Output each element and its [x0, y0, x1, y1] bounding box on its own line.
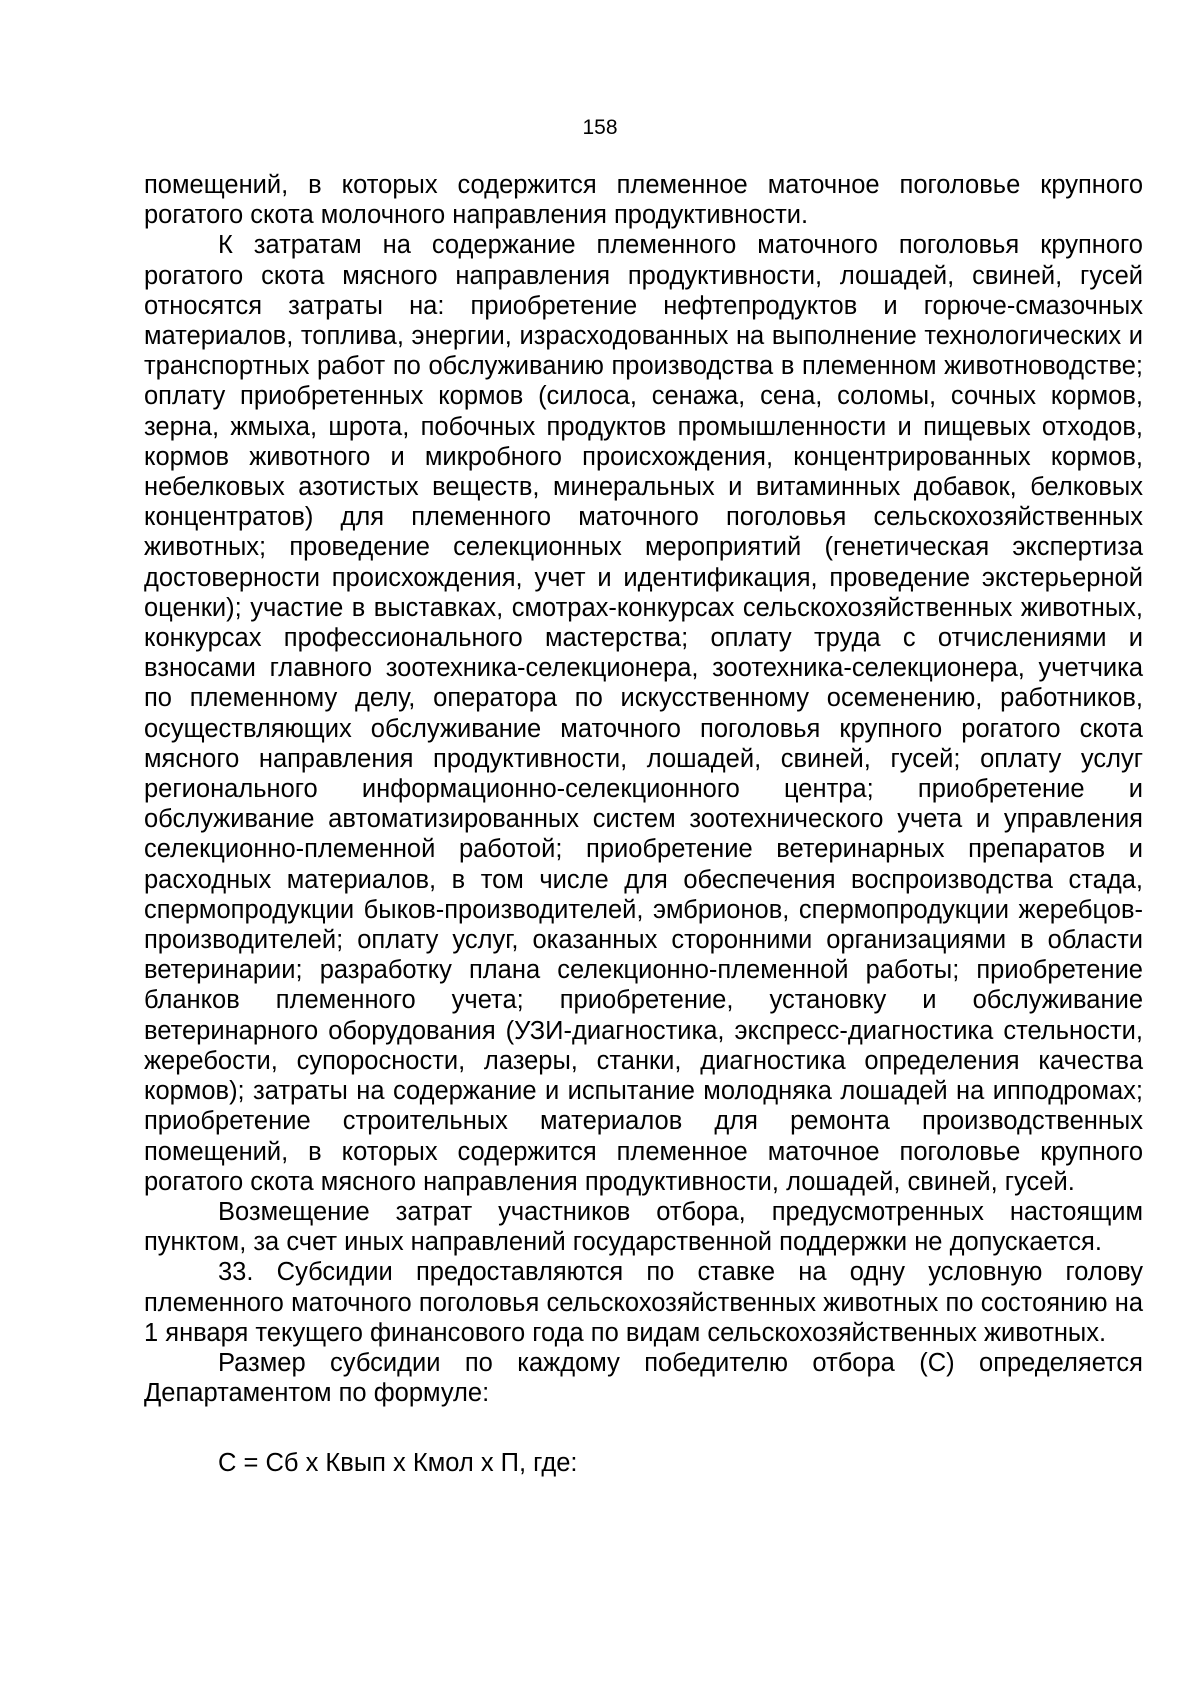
- paragraph-premises-dairy: помещений, в которых содержится племенное маточное поголовье крупного рогатого скота молочного направления продуктивности.: [144, 171, 1143, 230]
- subsidy-formula: С = Сб х Квып х Кмол х П, где:: [218, 1449, 578, 1478]
- paragraph-subsidy-size: Размер субсидии по каждому победителю отбора (С) определяется Департаментом по формуле:: [144, 1348, 1143, 1408]
- paragraph-item-33: 33. Субсидии предоставляются по ставке на одну условную голову племенного маточного поголовья сельскохозяйственных животных по состоянию на 1 января текущего финансового года по видам сельскохозяйственных животных.: [144, 1258, 1143, 1347]
- document-body: [144, 170, 1143, 1479]
- page-number: 158: [582, 116, 618, 139]
- paragraph-costs-list: К затратам на содержание племенного маточного поголовья крупного рогатого скота мясного направления продуктивности, лошадей, свиней, гусей относятся затраты на: приобретение нефтепродуктов и горюче-смазочных материалов, топлива, энергии, израсходованных на выполнение технологических и транспортных работ по обслуживанию производства в племенном животноводстве; оплату приобретенных кормов (силоса, сенажа, сена, соломы, сочных кормов, зерна, жмыха, шрота, побочных продуктов промышленности и пищевых отходов, кормов животного и микробного происхождения, концентрированных кормов, небелковых азотистых веществ, минеральных и витаминных добавок, белковых концентратов) для племенного маточного поголовья сельскохозяйственных животных; проведение селекционных мероприятий (генетическая экспертиза достоверности происхождения, учет и идентификация, проведение экстерьерной оценки); участие в выставках, смотрах-конкурсах сельскохозяйственных животных, конкурсах профессионального мастерства; оплату труда с отчислениями и взносами главного зоотехника-селекционера, зоотехника-селекционера, учетчика по племенному делу, оператора по искусственному осеменению, работников, осуществляющих обслуживание маточного поголовья крупного рогатого скота мясного направления продуктивности, лошадей, свиней, гусей; оплату услуг регионального информационно-селекционного центра; приобретение и обслуживание автоматизированных систем зоотехнического учета и управления селекционно-племенной работой; приобретение ветеринарных препаратов и расходных материалов, в том числе для обеспечения воспроизводства стада, спермопродукции быков-производителей, эмбрионов, спермопродукции жеребцов-производителей; оплату услуг, оказанных сторонними организациями в области ветеринарии; разработку плана селекционно-племенной работы; приобретение бланков племенного учета; приобретение, установку и обслуживание ветеринарного оборудования (УЗИ-диагностика, экспресс-диагностика стельности, жеребости, супоросности, лазеры, станки, диагностика определения качества кормов); затраты на содержание и испытание молодняка лошадей на ипподромах; приобретение строительных материалов для ремонта производственных помещений, в которых содержится племенное маточное поголовье крупного рогатого скота мясного направления продуктивности, лошадей, свиней, гусей.: [144, 231, 1143, 1196]
- paragraph-reimbursement-restriction: Возмещение затрат участников отбора, предусмотренных настоящим пунктом, за счет иных направлений государственной поддержки не допускается.: [144, 1197, 1143, 1257]
